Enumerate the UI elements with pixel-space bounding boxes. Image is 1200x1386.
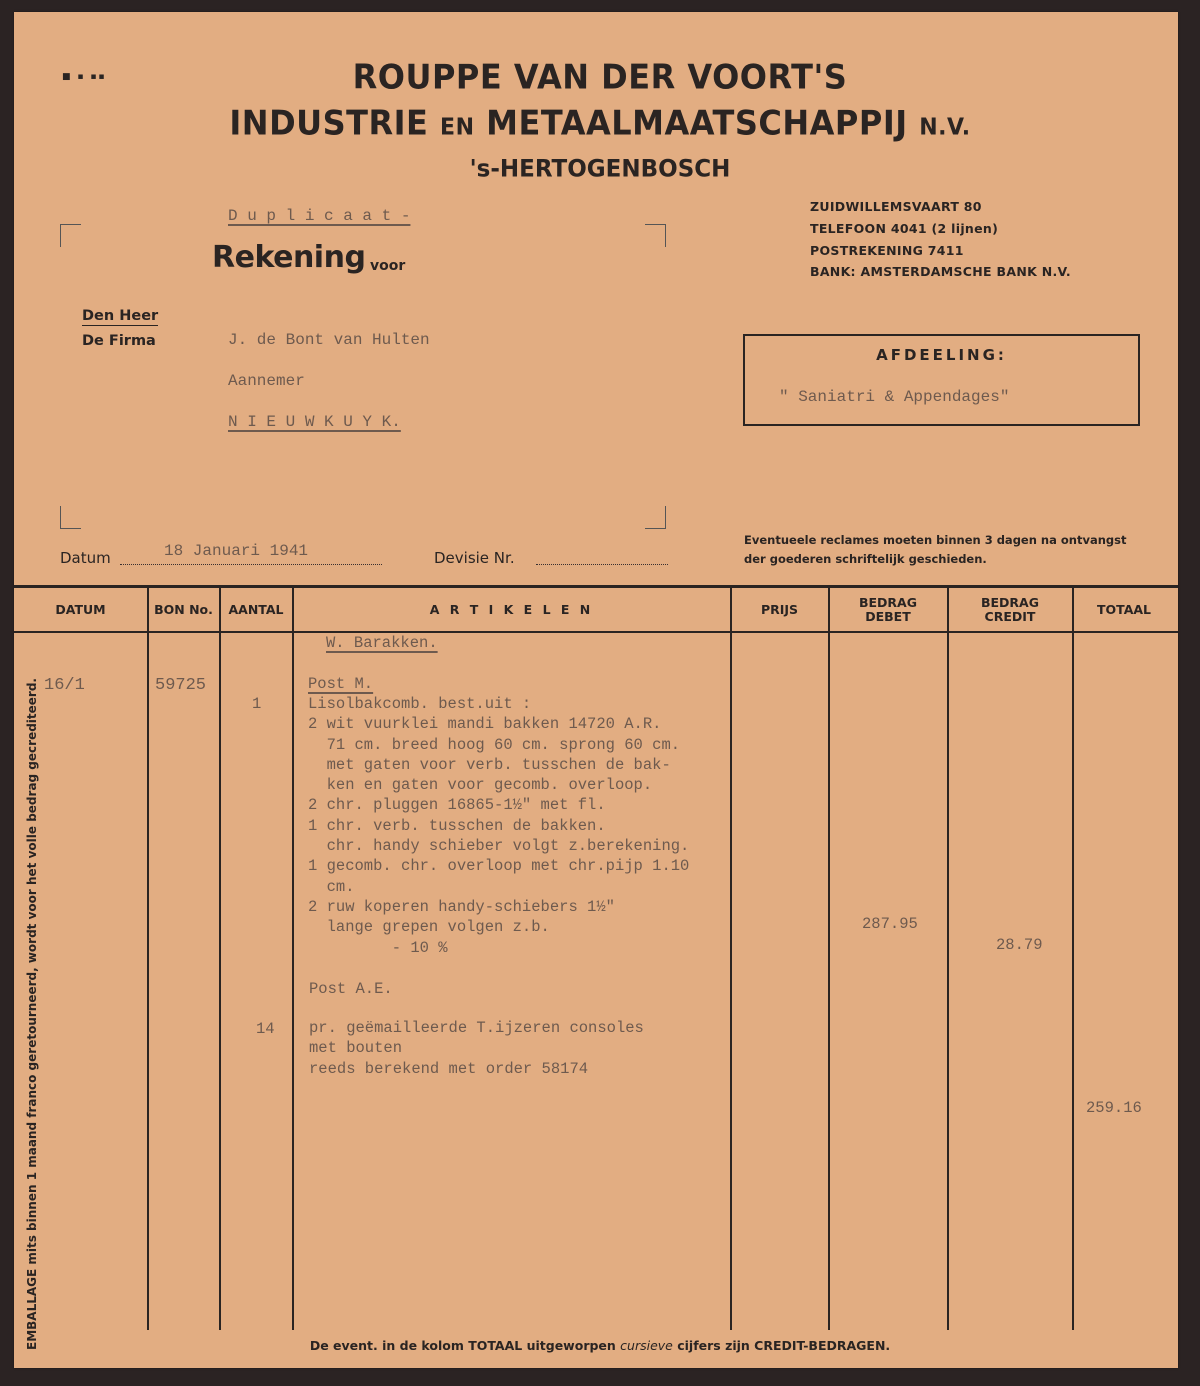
window-corner-tr [645, 224, 666, 247]
col-header-bon: BON No. [154, 602, 213, 617]
col-header-aantal: AANTAL [228, 602, 284, 617]
article-line: ken en gaten voor gecomb. overloop. [308, 776, 653, 795]
article-line: 2 ruw koperen handy-schiebers 1½" [308, 897, 615, 916]
col-divider-7 [1072, 588, 1074, 1330]
datum-value: 18 Januari 1941 [164, 542, 309, 560]
packaging-side-note: EMBALLAGE mits binnen 1 maand franco geretourneerd, wordt voor het volle bedrag gecrediteerd. [25, 678, 39, 1350]
col-header-prijs: PRIJS [760, 602, 799, 617]
article-line: Lisolbakcomb. best.uit : [308, 695, 532, 713]
row1-bon: 59725 [155, 676, 207, 695]
article-line: met gaten voor verb. tusschen de bak- [308, 755, 671, 774]
row1-credit: 28.79 [996, 936, 1043, 954]
company-name-line1: ROUPPE VAN DER VOORT'S [352, 57, 848, 97]
company-word-nv: N.V. [919, 114, 971, 141]
article-line: 2 wit vuurklei mandi bakken 14720 A.R. [308, 715, 662, 734]
address-line: ZUIDWILLEMSVAART 80 [810, 199, 982, 214]
salutation-den-heer: Den Heer [82, 308, 159, 324]
article-line: pr. geëmailleerde T.ijzeren consoles [309, 1019, 644, 1037]
row1-post: Post M. [308, 675, 374, 693]
article-line: 71 cm. breed hoog 60 cm. sprong 60 cm. [308, 735, 681, 754]
row2-article-lines [309, 1018, 644, 1079]
department-box [743, 334, 1140, 426]
recipient-occupation: Aannemer [228, 372, 305, 390]
col-header-totaal: TOTAAL [1096, 602, 1152, 617]
row1-aantal: 1 [252, 695, 262, 713]
complaints-note-line1: Eventueele reclames moeten binnen 3 dagen na ontvangst [744, 533, 1127, 547]
col-header-artikelen: A R T I K E L E N [429, 602, 594, 617]
devisie-label: Devisie Nr. [434, 549, 515, 567]
postal-account-line: POSTREKENING 7411 [810, 243, 964, 258]
department-value: " Saniatri & Appendages" [779, 388, 1010, 406]
row1-debet: 287.95 [862, 915, 918, 933]
article-line: 2 chr. pluggen 16865-1½" met fl. [308, 796, 606, 815]
row1-datum: 16/1 [44, 676, 85, 695]
col-header-datum: DATUM [55, 602, 106, 617]
row2-aantal: 14 [256, 1020, 275, 1038]
department-label: AFDEELING: [876, 346, 1007, 364]
company-word-industrie: INDUSTRIE [229, 103, 429, 143]
company-word-en: EN [440, 114, 475, 141]
col-divider-4 [730, 588, 732, 1330]
col-header-debet-line1: BEDRAG [858, 595, 917, 610]
article-line: 1 chr. verb. tusschen de bakken. [308, 816, 606, 835]
col-divider-2 [219, 588, 221, 1330]
invoice-title-suffix: voor [370, 258, 406, 274]
article-line: met bouten [309, 1039, 403, 1058]
footer-part1: De event. in de kolom TOTAAL uitgeworpen [309, 1338, 616, 1353]
col-divider-5 [828, 588, 830, 1330]
bank-line: BANK: AMSTERDAMSCHE BANK N.V. [810, 264, 1071, 279]
col-header-debet-line2: DEBET [865, 609, 911, 624]
col-divider-1 [147, 588, 149, 1330]
recipient-name: J. de Bont van Hulten [228, 331, 430, 349]
row1-article-lines [308, 694, 689, 958]
window-corner-bl [60, 506, 81, 529]
window-corner-tl [60, 224, 81, 247]
datum-line [120, 564, 382, 565]
col-divider-6 [947, 588, 949, 1330]
col-header-credit-line1: BEDRAG [980, 595, 1039, 610]
article-line: 1 gecomb. chr. overloop met chr.pijp 1.10 [308, 857, 690, 876]
article-line: lange grepen volgen z.b. [308, 918, 550, 937]
article-line: - 10 % [308, 938, 448, 957]
company-city: 's-HERTOGENBOSCH [469, 155, 731, 183]
devisie-line [536, 564, 668, 565]
row2-post: Post A.E. [309, 980, 393, 998]
complaints-note-line2: der goederen schriftelijk geschieden. [744, 552, 987, 566]
window-corner-br [645, 506, 666, 529]
footer-italic-word: cursieve [620, 1338, 673, 1353]
article-line: reeds berekend met order 58174 [309, 1059, 589, 1078]
section-heading: W. Barakken. [326, 634, 438, 652]
phone-line: TELEFOON 4041 (2 lijnen) [810, 221, 999, 236]
ink-marks: ■ ▪ ▪▪ [62, 72, 107, 82]
article-line: cm. [308, 877, 355, 896]
col-divider-3 [292, 588, 294, 1330]
invoice-title: Rekening [212, 240, 366, 275]
datum-label: Datum [60, 549, 111, 567]
col-header-credit-line2: CREDIT [984, 609, 1036, 624]
col-header-debet [829, 588, 947, 632]
recipient-city: N I E U W K U Y K. [228, 413, 401, 431]
company-name-line2 [0, 103, 1200, 143]
duplicate-mark: D u p l i c a a t - [228, 207, 411, 225]
col-header-credit [948, 588, 1072, 632]
footer-part3: cijfers zijn CREDIT-BEDRAGEN. [677, 1338, 891, 1353]
salutation-de-firma: De Firma [82, 333, 156, 349]
article-line: chr. handy schieber volgt z.berekening. [308, 837, 690, 856]
company-word-metaal: METAALMAATSCHAPPIJ [486, 103, 908, 143]
footer-note [0, 1338, 1200, 1353]
total-amount: 259.16 [1086, 1099, 1142, 1117]
